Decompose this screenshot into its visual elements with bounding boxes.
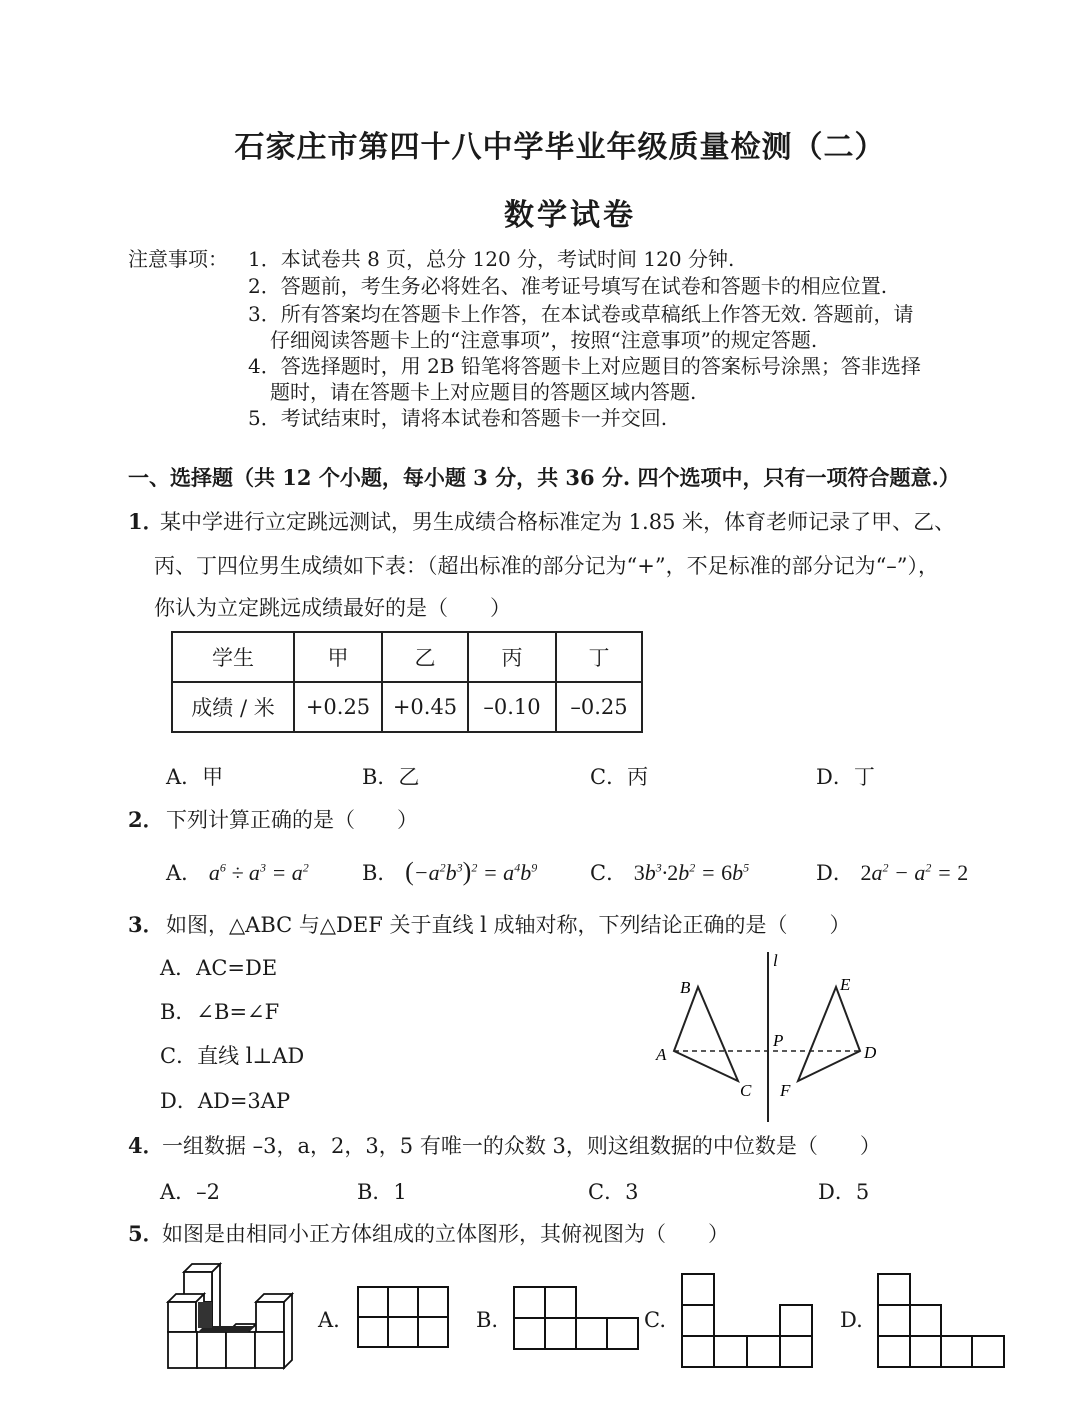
- question-number: 5．: [128, 1221, 164, 1246]
- label-d: D: [864, 1043, 877, 1062]
- question-stem: 下列计算正确的是（ ）: [166, 808, 418, 832]
- option-letter: A．: [166, 861, 203, 885]
- option-c[interactable]: [590, 857, 749, 887]
- label-a: A: [656, 1045, 667, 1064]
- table-row: [172, 632, 642, 682]
- table-cell: 学生: [172, 632, 294, 682]
- option-a[interactable]: A．甲: [166, 765, 224, 789]
- option-b[interactable]: B.: [476, 1308, 499, 1332]
- symmetry-figure: [640, 950, 900, 1125]
- question-number: 2．: [128, 807, 164, 832]
- table-cell: 成绩 / 米: [172, 682, 294, 732]
- label-c: C: [740, 1081, 752, 1100]
- notice-line: 4．答选择题时，用 2B 铅笔将答题卡上对应题目的答案标号涂黑；答非选择: [248, 354, 921, 378]
- question-stem: 某中学进行立定跳远测试，男生成绩合格标准定为 1.85 米，体育老师记录了甲、乙、: [160, 510, 956, 534]
- option-formula: $2a^2 - a^2 = 2$: [860, 860, 969, 885]
- question-number: 3．: [128, 912, 164, 937]
- question-stem: 你认为立定跳远成绩最好的是（ ）: [154, 596, 511, 620]
- option-c[interactable]: C．3: [588, 1180, 639, 1204]
- option-b[interactable]: [362, 857, 537, 887]
- question-number: 4．: [128, 1133, 164, 1158]
- top-view-b: [512, 1285, 642, 1351]
- option-a[interactable]: A.: [318, 1308, 340, 1332]
- option-d[interactable]: D．5: [818, 1180, 870, 1204]
- label-f: F: [780, 1081, 791, 1100]
- question-stem: 丙、丁四位男生成绩如下表：（超出标准的部分记为“+”，不足标准的部分记为“–”），: [154, 554, 940, 578]
- option-d[interactable]: D.: [840, 1308, 863, 1332]
- question-number: 1．: [128, 509, 164, 534]
- question-stem: 如图是由相同小正方体组成的立体图形，其俯视图为（ ）: [162, 1222, 729, 1246]
- notice-line: 3．所有答案均在答题卡上作答，在本试卷或草稿纸上作答无效. 答题前，请: [248, 302, 914, 326]
- option-formula: $3b^3\cdot 2b^2 = 6b^5$: [633, 860, 750, 885]
- table-cell: 丁: [556, 632, 642, 682]
- notice-line: 题时，请在答题卡上对应题目的答题区域内答题.: [270, 380, 697, 404]
- triangle-def: [798, 987, 860, 1081]
- label-e: E: [840, 975, 851, 994]
- label-b: B: [680, 978, 691, 997]
- exam-title: 石家庄市第四十八中学毕业年级质量检测（二）: [234, 130, 886, 165]
- table-row: [172, 682, 642, 732]
- score-table: [171, 631, 643, 733]
- table-cell: +0.25: [294, 682, 382, 732]
- option-formula: $(-a^2b^3)^2 = a^4b^9$: [405, 857, 538, 886]
- table-cell: 乙: [382, 632, 468, 682]
- notice-line: 2．答题前，考生务必将姓名、准考证号填写在试卷和答题卡的相应位置.: [248, 274, 888, 298]
- section-title: 一、选择题（共 12 个小题，每小题 3 分，共 36 分. 四个选项中，只有一项符合题意.）: [128, 465, 960, 490]
- exam-subtitle: 数学试卷: [504, 198, 636, 233]
- label-p: P: [773, 1031, 784, 1050]
- top-view-c: [680, 1272, 816, 1370]
- notice-line: 5．考试结束时，请将本试卷和答题卡一并交回.: [248, 406, 668, 430]
- cube-solid-figure: [162, 1260, 302, 1372]
- option-b[interactable]: B．1: [357, 1180, 407, 1204]
- label-l: l: [773, 951, 778, 970]
- option-a[interactable]: A．AC=DE: [160, 956, 278, 980]
- option-d[interactable]: D．丁: [816, 765, 875, 789]
- option-d[interactable]: [816, 857, 968, 887]
- table-cell: 甲: [294, 632, 382, 682]
- top-view-d: [876, 1272, 1008, 1370]
- question-stem: 如图，△ABC 与△DEF 关于直线 l 成轴对称，下列结论正确的是（ ）: [166, 913, 851, 937]
- option-letter: C．: [590, 861, 628, 885]
- notice-line: 1．本试卷共 8 页，总分 120 分，考试时间 120 分钟.: [248, 247, 735, 271]
- option-c[interactable]: C．丙: [590, 765, 649, 789]
- triangle-abc: [674, 987, 738, 1081]
- option-b[interactable]: B．∠B=∠F: [160, 1000, 280, 1024]
- option-c[interactable]: C．直线 l⊥AD: [160, 1044, 305, 1068]
- table-cell: 丙: [468, 632, 556, 682]
- option-a[interactable]: [166, 857, 309, 887]
- option-c[interactable]: C.: [644, 1308, 666, 1332]
- option-d[interactable]: D．AD=3AP: [160, 1089, 291, 1113]
- option-a[interactable]: A．–2: [160, 1180, 221, 1204]
- table-cell: +0.45: [382, 682, 468, 732]
- table-cell: –0.10: [468, 682, 556, 732]
- top-view-a: [356, 1285, 452, 1351]
- question-stem: 一组数据 –3，a，2，3，5 有唯一的众数 3，则这组数据的中位数是（ ）: [162, 1134, 881, 1158]
- option-b[interactable]: B．乙: [362, 765, 420, 789]
- notice-label: 注意事项：: [128, 247, 228, 271]
- notice-line: 仔细阅读答题卡上的“注意事项”，按照“注意事项”的规定答题.: [270, 328, 818, 352]
- table-cell: –0.25: [556, 682, 642, 732]
- option-formula: $a^6 \div a^3 = a^2$: [208, 860, 309, 885]
- option-letter: D．: [816, 861, 854, 885]
- option-letter: B．: [362, 861, 399, 885]
